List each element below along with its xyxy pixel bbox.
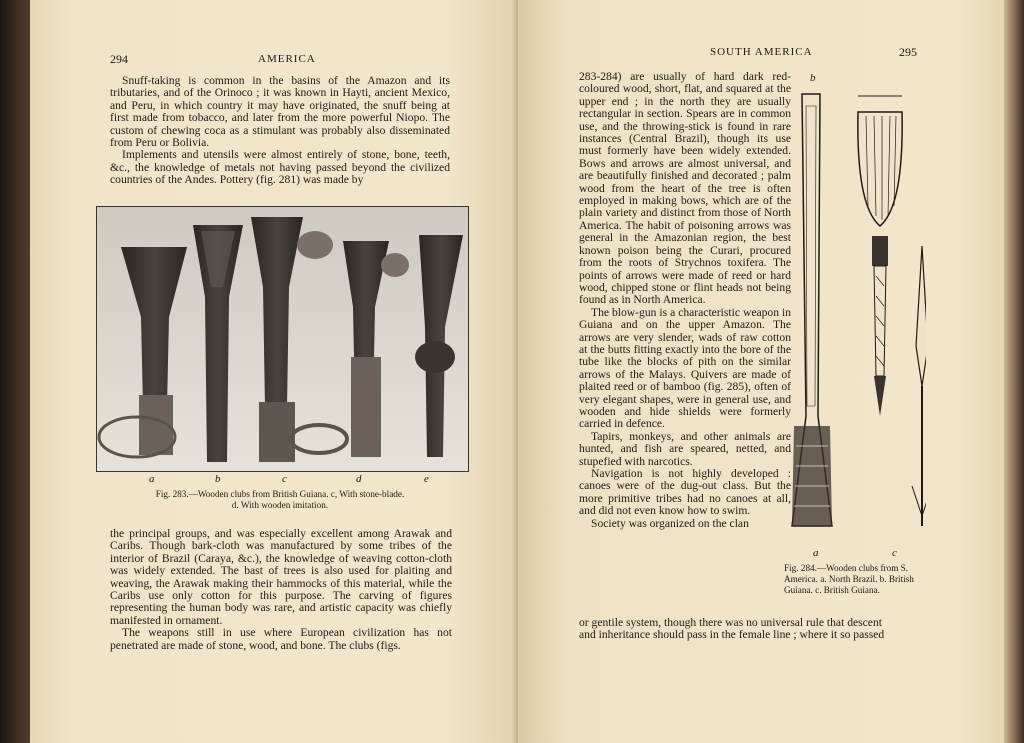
right-full-width-text xyxy=(579,617,924,642)
club-a-drawing xyxy=(792,94,832,526)
figure-label-b: b xyxy=(810,72,816,84)
figure-283-photo xyxy=(96,206,469,472)
figure-label-e: e xyxy=(424,473,429,485)
club-c-drawing xyxy=(912,246,926,526)
page-number-left: 294 xyxy=(110,52,128,66)
paragraph: Implements and utensils were almost entirely of stone, bone, teeth, &c., the knowledge of metals not having passed beyond the civilized countries of the Andes. Pottery (fig. 281) was made by xyxy=(110,148,450,187)
paragraph: Navigation is not highly developed : canoes were of the dug-out class. But the more primitive tribes had no canoes at all, and did not even know how to swim. xyxy=(579,467,791,518)
figure-284-drawing xyxy=(786,86,926,536)
figure-label-a: a xyxy=(149,473,155,485)
paragraph: The blow-gun is a characteristic weapon in Guiana and on the upper Amazon. The arrows are very slender, wads of raw cotton at the butts fitting exactly into the bore of the tube like the blocks of pith on the similar arrows of the Malays. Quivers are made of plaited reed or of bamboo (fig. 285), often of very elegant shapes, were in general use, and wooden and hide shields were formerly carried in defence. xyxy=(579,305,791,431)
right-page xyxy=(518,0,1006,743)
running-header-right: SOUTH AMERICA xyxy=(710,46,813,58)
figure-label-c: c xyxy=(282,473,287,485)
right-column-text xyxy=(579,71,791,530)
paragraph: Society was organized on the clan xyxy=(591,516,749,530)
figure-label-d: d xyxy=(356,473,362,485)
figure-283-caption xyxy=(108,489,452,511)
paragraph: the principal groups, and was especially excellent among Arawak and Caribs. Though bark-cloth was manufactured by some tribes of the interior of Brazil (Caraya, &c.), the knowledge of weaving cotton-cloth was widely extended. The bast of trees is also used for plaiting and weaving, the Arawak making their hammocks of this material, while the Caribs use only cotton for this purpose. The carving of figures representing the human body was rare, and artistic capacity was chiefly manifested in ornament. xyxy=(110,527,452,627)
text-line: or gentile system, though there was no universal rule that descent xyxy=(579,616,882,629)
figure-label-c: c xyxy=(892,547,897,559)
figure-284-caption: Fig. 284.—Wooden clubs from S. America. a. North Brazil. b. British Guiana. c. British Guiana. xyxy=(784,563,914,595)
paragraph: 283-284) are usually of hard dark red-coloured wood, short, flat, and squared at the upper end ; in the north they are usually rectangular in section. Spears are in common use, and the throwing-stick is found in rare instances (Central Brazil), though its use must formerly have been widely extended. Bows and arrows are almost universal, and are beautifully finished and decorated ; palm wood from the heart of the tree is often employed in making bows, which are of the plain variety and distinct from those of North America. The habit of poisoning arrows was general in the Amazonian region, the best known poison being the Curari, procured from the roots of Strychnos toxifera. The points of arrows were made of reed or hard wood, chipped stone or flint heads not being found as in North America. xyxy=(579,70,791,307)
figure-label-a: a xyxy=(813,547,819,559)
paragraph: Tapirs, monkeys, and other animals are hunted, and fish are speared, netted, and stupefied with narcotics. xyxy=(579,429,791,468)
wooden-clubs-illustration xyxy=(97,207,468,471)
caption-line: d. With wooden imitation. xyxy=(231,500,329,510)
left-bottom-text xyxy=(110,528,452,652)
club-b-drawing xyxy=(858,96,902,416)
paragraph: The weapons still in use where European civilization has not penetrated are made of stone, wood, and bone. The clubs (figs. xyxy=(110,626,452,652)
page-number-right: 295 xyxy=(899,45,917,59)
caption-line: Fig. 283.—Wooden clubs from British Guiana. c, With stone-blade. xyxy=(155,489,405,499)
left-top-text xyxy=(110,75,450,187)
paragraph: Snuff-taking is common in the basins of the Amazon and its tributaries, and of the Orinoco ; it was known in Hayti, ancient Mexico, and Peru, in which country it may have originated, the snuff being at first made from tobacco, and later from the more powerful Niopo. The custom of chewing coca as a stimulant was probably also disseminated from Peru or Bolivia. xyxy=(110,74,450,150)
running-header-left: AMERICA xyxy=(258,53,316,65)
figure-label-b: b xyxy=(215,473,221,485)
book-cover-edge-right xyxy=(1004,0,1024,743)
text-line: and inheritance should pass in the female line ; where it so passed xyxy=(579,628,885,642)
